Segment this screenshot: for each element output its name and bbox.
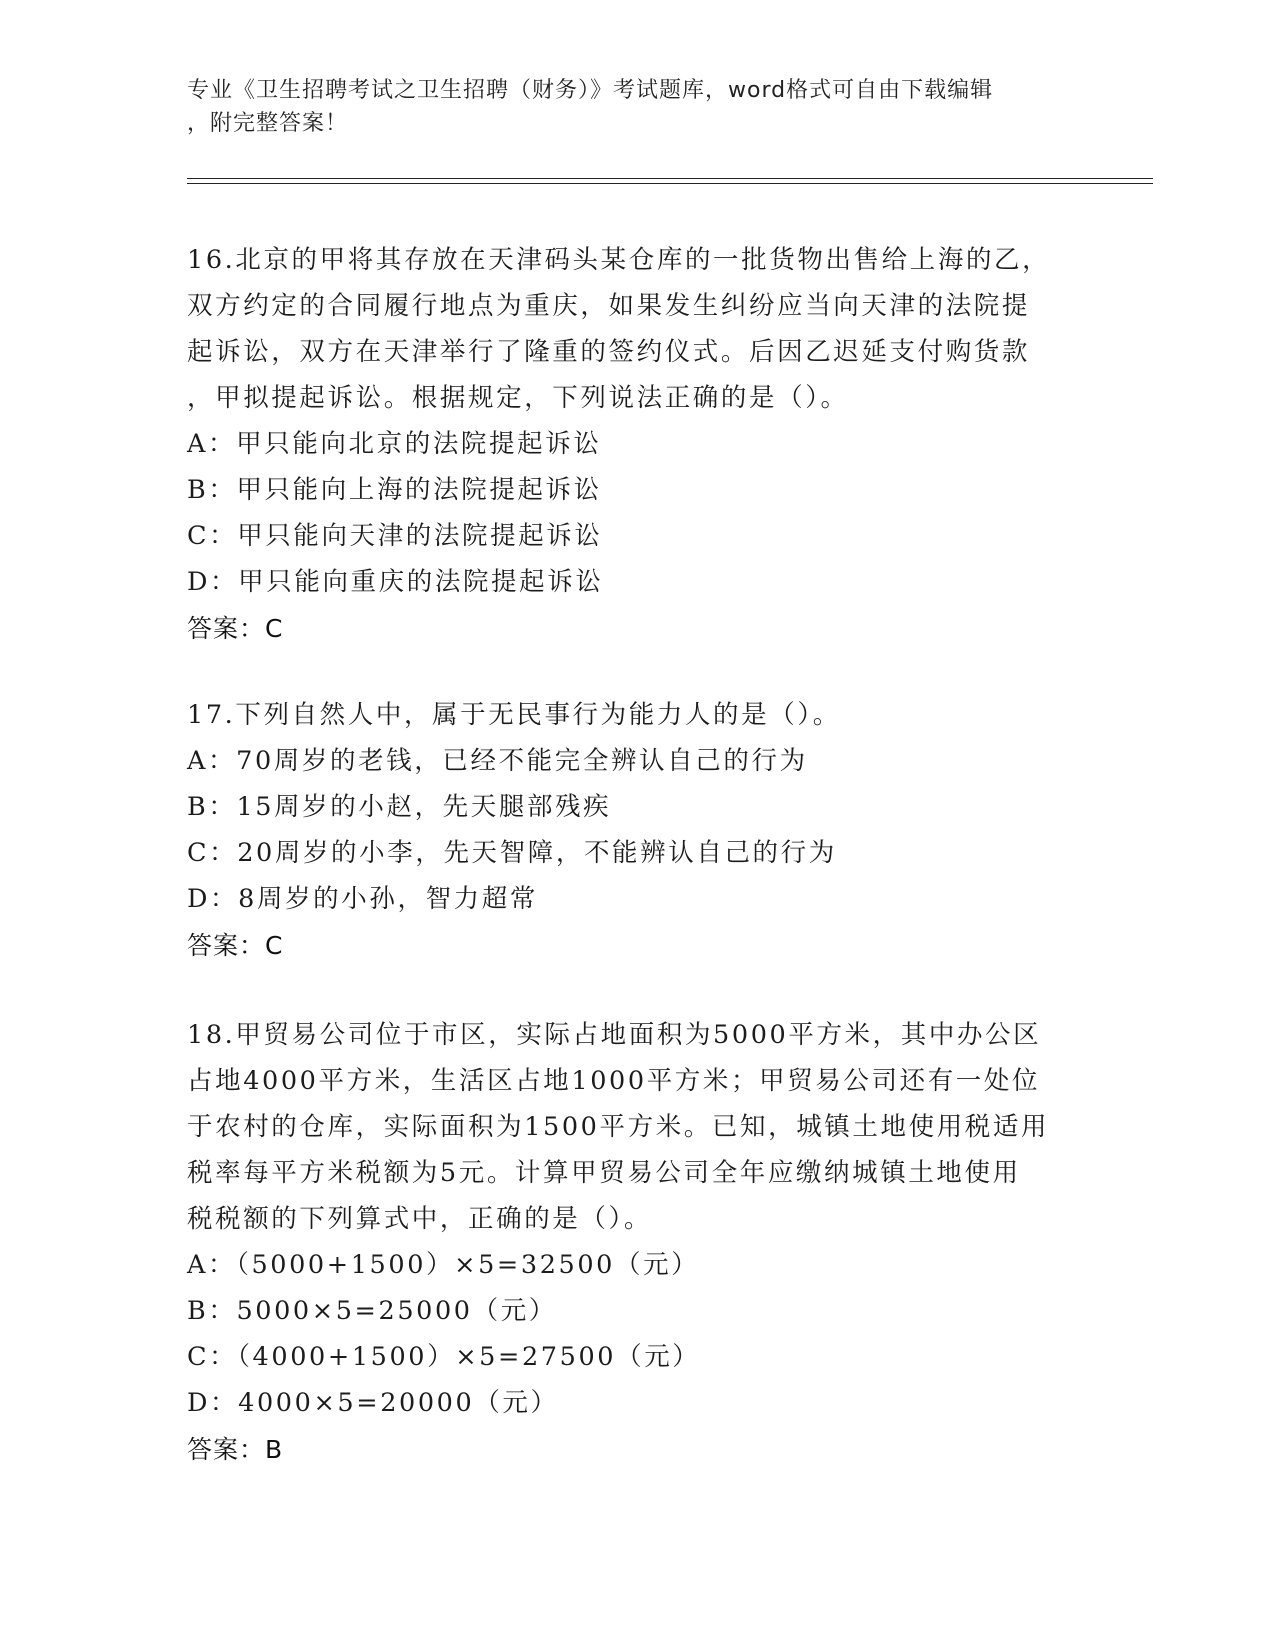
header-divider-bottom	[187, 183, 1153, 184]
option-a: A：甲只能向北京的法院提起诉讼	[187, 429, 602, 459]
question-16	[187, 237, 1087, 653]
question-stem-line: 税率每平方米税额为5元。计算甲贸易公司全年应缴纳城镇土地使用	[187, 1158, 1021, 1188]
option-b: B：5000×5=25000（元）	[187, 1296, 557, 1326]
option-d: D：4000×5=20000（元）	[187, 1388, 559, 1418]
question-stem-line: 16.北京的甲将其存放在天津码头某仓库的一批货物出售给上海的乙，	[187, 245, 1051, 275]
answer-line: 答案：B	[187, 1435, 284, 1464]
header-line-2: ，附完整答案！	[187, 111, 349, 136]
answer-line: 答案：C	[187, 931, 284, 960]
question-17	[187, 692, 1087, 970]
question-stem-line: 占地4000平方米，生活区占地1000平方米；甲贸易公司还有一处位	[187, 1066, 1041, 1096]
question-stem-line: 税税额的下列算式中，正确的是（）。	[187, 1204, 652, 1234]
answer-line: 答案：C	[187, 614, 284, 643]
option-c: C：甲只能向天津的法院提起诉讼	[187, 521, 603, 551]
question-stem-line: ，甲拟提起诉讼。根据规定，下列说法正确的是（）。	[187, 383, 849, 413]
question-stem-line: 18.甲贸易公司位于市区，实际占地面积为5000平方米，其中办公区	[187, 1020, 1042, 1050]
option-b: B：甲只能向上海的法院提起诉讼	[187, 475, 602, 505]
document-header	[187, 74, 1067, 140]
option-d: D：8周岁的小孙，智力超常	[187, 884, 538, 914]
question-stem-line: 17.下列自然人中，属于无民事行为能力人的是（）。	[187, 700, 841, 730]
header-divider-top	[187, 178, 1153, 179]
option-c: C：20周岁的小李，先天智障，不能辨认自己的行为	[187, 838, 837, 868]
option-a: A：70周岁的老钱，已经不能完全辨认自己的行为	[187, 746, 808, 776]
question-stem-line: 双方约定的合同履行地点为重庆，如果发生纠纷应当向天津的法院提	[187, 291, 1031, 321]
question-stem-line: 起诉讼，双方在天津举行了隆重的签约仪式。后因乙迟延支付购货款	[187, 337, 1031, 367]
option-d: D：甲只能向重庆的法院提起诉讼	[187, 567, 604, 597]
option-a: A：（5000+1500）×5=32500（元）	[187, 1250, 700, 1280]
header-line-1: 专业《卫生招聘考试之卫生招聘（财务）》考试题库，word格式可自由下载编辑	[187, 78, 994, 103]
option-b: B：15周岁的小赵，先天腿部残疾	[187, 792, 612, 822]
option-c: C：（4000+1500）×5=27500（元）	[187, 1342, 701, 1372]
question-stem-line: 于农村的仓库，实际面积为1500平方米。已知，城镇土地使用税适用	[187, 1112, 1050, 1142]
question-18	[187, 1012, 1087, 1474]
